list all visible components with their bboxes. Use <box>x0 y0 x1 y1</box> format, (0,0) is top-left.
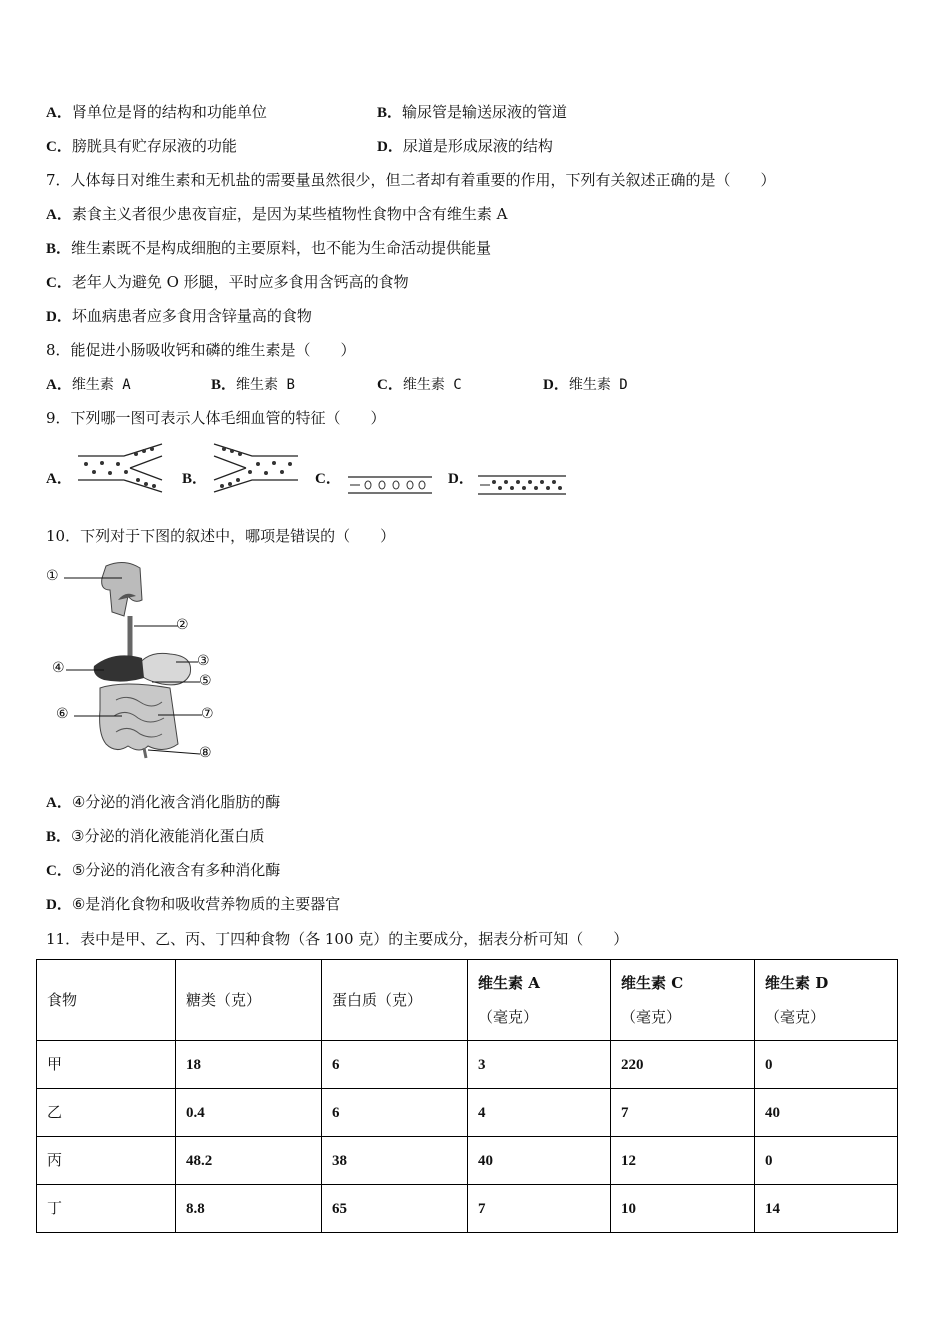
q9-option-b-label: B． <box>182 471 208 487</box>
option-text: 膀胱具有贮存尿液的功能 <box>71 137 237 155</box>
table-row: 乙 0.4 6 4 7 40 <box>37 1089 898 1137</box>
option-text: 维生素 D <box>568 377 628 393</box>
option-label: B． <box>377 105 403 121</box>
q8-option-a <box>46 374 131 395</box>
callout-2: ② <box>176 617 189 633</box>
q10-option-c <box>46 860 280 881</box>
q10-option-b <box>46 826 264 847</box>
option-text: 维生素 B <box>236 377 295 393</box>
header-cell: 糖类（克） <box>176 960 322 1041</box>
callout-3: ③ <box>197 653 210 669</box>
option-text: 输尿管是输送尿液的管道 <box>402 103 568 121</box>
callout-8: ⑧ <box>199 745 212 761</box>
option-text: 老年人为避免 O 形腿，平时应多食用含钙高的食物 <box>71 273 409 291</box>
callout-5: ⑤ <box>199 673 212 689</box>
vessel-figure-d <box>476 474 568 496</box>
table-row: 丁 8.8 65 7 10 14 <box>37 1185 898 1233</box>
header-cell: 食物 <box>37 960 176 1041</box>
q8-option-d <box>543 374 628 395</box>
option-label: D． <box>377 139 403 155</box>
q6-option-d <box>377 136 553 157</box>
q7-option-d <box>46 306 312 327</box>
option-text: 维生素既不是构成细胞的主要原料，也不能为生命活动提供能量 <box>71 239 492 257</box>
header-cell: 蛋白质（克） <box>322 960 468 1041</box>
q10-option-d <box>46 894 340 915</box>
option-label: A． <box>46 105 72 121</box>
q6-option-a <box>46 102 267 123</box>
q7-stem: 7．人体每日对维生素和无机盐的需要量虽然很少，但二者却有着重要的作用，下列有关叙述正确的是（ ） <box>46 171 776 189</box>
header-cell: 维生素 A （毫克） <box>468 960 611 1041</box>
q11-stem: 11．表中是甲、乙、丙、丁四种食物（各 100 克）的主要成分，据表分析可知（ ） <box>46 930 629 948</box>
table-row: 甲 18 6 3 220 0 <box>37 1041 898 1089</box>
option-text: ③分泌的消化液能消化蛋白质 <box>71 827 265 845</box>
option-label: A． <box>46 795 72 811</box>
callout-7: ⑦ <box>201 706 214 722</box>
option-label: B． <box>46 241 72 257</box>
option-text: ⑥是消化食物和吸收营养物质的主要器官 <box>71 895 341 913</box>
q9-option-c-label: C． <box>315 471 341 487</box>
vessel-figure-b <box>206 442 302 494</box>
callout-6: ⑥ <box>56 706 69 722</box>
option-text: 维生素 C <box>402 377 462 393</box>
option-label: D． <box>46 309 72 325</box>
header-cell: 维生素 C （毫克） <box>611 960 755 1041</box>
q9-stem: 9．下列哪一图可表示人体毛细血管的特征（ ） <box>46 409 386 427</box>
q10-option-a <box>46 792 280 813</box>
option-label: A． <box>46 377 72 393</box>
q8-stem: 8．能促进小肠吸收钙和磷的维生素是（ ） <box>46 341 356 359</box>
option-text: ⑤分泌的消化液含有多种消化酶 <box>71 861 281 879</box>
option-label: B． <box>211 377 237 393</box>
q9-option-a-label: A． <box>46 471 72 487</box>
q6-option-b <box>377 102 567 123</box>
header-cell: 维生素 D （毫克） <box>755 960 898 1041</box>
callout-1: ① <box>46 568 59 584</box>
option-label: D． <box>543 377 569 393</box>
option-text: 肾单位是肾的结构和功能单位 <box>71 103 267 121</box>
table-header-row <box>37 960 898 1041</box>
option-label: C． <box>377 377 403 393</box>
q7-option-b <box>46 238 491 259</box>
q10-stem: 10．下列对于下图的叙述中，哪项是错误的（ ） <box>46 527 396 545</box>
q8-option-b <box>211 374 295 395</box>
option-text: 坏血病患者应多食用含锌量高的食物 <box>71 307 312 325</box>
option-label: C． <box>46 863 72 879</box>
nutrition-table <box>36 959 898 1233</box>
q9-option-d-label: D． <box>448 471 474 487</box>
option-label: C． <box>46 275 72 291</box>
q6-option-c <box>46 136 237 157</box>
option-text: 素食主义者很少患夜盲症，是因为某些植物性食物中含有维生素 A <box>71 205 508 223</box>
vessel-figure-c <box>346 474 434 496</box>
option-text: 尿道是形成尿液的结构 <box>402 137 553 155</box>
q8-option-c <box>377 374 462 395</box>
option-label: A． <box>46 207 72 223</box>
option-label: C． <box>46 139 72 155</box>
option-label: D． <box>46 897 72 913</box>
option-text: ④分泌的消化液含消化脂肪的酶 <box>71 793 281 811</box>
option-label: B． <box>46 829 72 845</box>
q7-option-c <box>46 272 409 293</box>
option-text: 维生素 A <box>71 377 131 393</box>
table-row: 丙 48.2 38 40 12 0 <box>37 1137 898 1185</box>
callout-4: ④ <box>52 660 65 676</box>
vessel-figure-a <box>74 442 170 494</box>
q7-option-a <box>46 204 507 225</box>
